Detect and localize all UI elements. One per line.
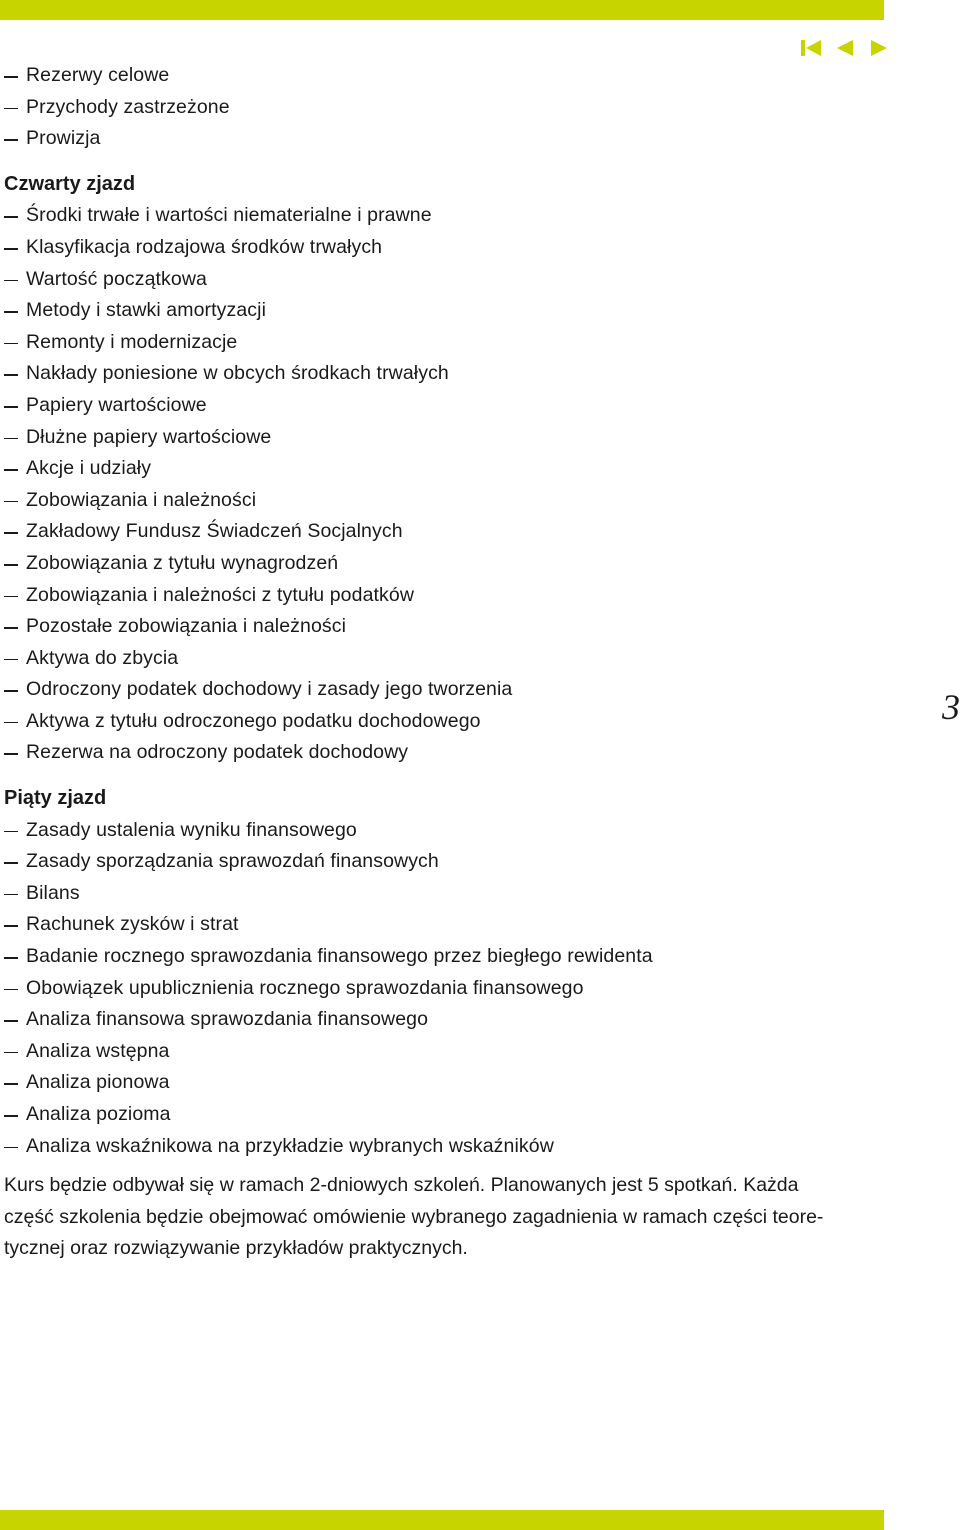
list-item-text: Obowiązek upublicznienia rocznego sprawozdania finansowego (26, 976, 584, 999)
list-item (4, 1036, 884, 1068)
first-page-icon (800, 38, 822, 58)
list-item-text: Aktywa z tytułu odroczonego podatku dochodowego (26, 709, 481, 732)
list-item (4, 327, 884, 359)
list-item-text: Zasady sporządzania sprawozdań finansowych (26, 850, 439, 873)
list-item-text: Zobowiązania i należności (26, 488, 257, 511)
list-item-text: Dłużne papiery wartościowe (26, 425, 272, 448)
list-item-text: Rachunek zysków i strat (26, 913, 239, 936)
document-content (4, 60, 884, 1265)
list-item (4, 422, 884, 454)
list-item-text: Odroczony podatek dochodowy i zasady jego tworzenia (26, 678, 513, 701)
list-item-text: Zobowiązania z tytułu wynagrodzeń (26, 551, 339, 574)
list-item (4, 60, 884, 92)
list-item-text: Akcje i udziały (26, 457, 152, 480)
list-item-text: Analiza wskaźnikowa na przykładzie wybranych wskaźników (26, 1134, 554, 1157)
list-item-text: Klasyfikacja rodzajowa środków trwałych (26, 235, 383, 258)
list-item-text: Zasady ustalenia wyniku finansowego (26, 818, 357, 841)
list-item (4, 737, 884, 769)
intro-list (4, 60, 884, 155)
list-item (4, 92, 884, 124)
list-item (4, 548, 884, 580)
list-item-text: Zakładowy Fundusz Świadczeń Socjalnych (26, 520, 403, 543)
list-item-text: Analiza pozioma (26, 1103, 171, 1125)
list-item (4, 846, 884, 878)
section-heading-fifth: Piąty zjazd (4, 787, 107, 810)
list-item-text: Rezerwa na odroczony podatek dochodowy (26, 741, 409, 764)
list-item (4, 1067, 884, 1099)
list-item-text: Analiza pionowa (26, 1071, 170, 1094)
top-accent-bar (0, 0, 884, 20)
course-description (4, 1170, 884, 1265)
first-page-button[interactable] (800, 38, 822, 58)
list-item (4, 643, 884, 675)
list-item (4, 390, 884, 422)
page-number: 3 (942, 687, 960, 727)
list-item (4, 516, 884, 548)
section5-list (4, 815, 884, 1163)
list-item (4, 909, 884, 941)
list-item (4, 453, 884, 485)
list-item (4, 358, 884, 390)
list-item (4, 295, 884, 327)
list-item (4, 123, 884, 155)
previous-page-button[interactable] (834, 38, 856, 58)
section-heading-fourth: Czwarty zjazd (4, 172, 136, 195)
next-page-button[interactable] (868, 38, 890, 58)
list-item (4, 1099, 884, 1131)
list-item-text: Bilans (26, 881, 80, 904)
paragraph-line: część szkolenia będzie obejmować omówienie wybranego zagadnienia w ramach części teore- (4, 1205, 824, 1228)
list-item (4, 1004, 884, 1036)
list-item-text: Przychody zastrzeżone (26, 95, 230, 118)
list-item (4, 878, 884, 910)
list-item-text: Nakłady poniesione w obcych środkach trwałych (26, 362, 449, 385)
list-item-text: Wartość początkowa (26, 267, 207, 290)
list-item-text: Rezerwy celowe (26, 64, 170, 86)
paragraph-line: tycznej oraz rozwiązywanie przykładów praktycznych. (4, 1237, 468, 1260)
list-item (4, 611, 884, 643)
list-item (4, 941, 884, 973)
list-item (4, 1131, 884, 1163)
list-item-text: Papiery wartościowe (26, 393, 207, 416)
paragraph-line: Kurs będzie odbywał się w ramach 2-dniowych szkoleń. Planowanych jest 5 spotkań. Każda (4, 1174, 799, 1197)
list-item (4, 580, 884, 612)
list-item-text: Badanie rocznego sprawozdania finansowego przez biegłego rewidenta (26, 945, 653, 968)
list-item (4, 706, 884, 738)
list-item-text: Analiza wstępna (26, 1039, 170, 1062)
previous-page-icon (834, 38, 856, 58)
list-item-text: Analiza finansowa sprawozdania finansowego (26, 1008, 429, 1031)
list-item (4, 232, 884, 264)
list-item-text: Aktywa do zbycia (26, 646, 179, 669)
list-item (4, 485, 884, 517)
list-item (4, 973, 884, 1005)
list-item (4, 200, 884, 232)
list-item-text: Prowizja (26, 127, 101, 150)
list-item (4, 815, 884, 847)
list-item-text: Środki trwałe i wartości niematerialne i prawne (26, 204, 432, 227)
page-navigation (800, 38, 890, 58)
next-page-icon (868, 38, 890, 58)
list-item-text: Pozostałe zobowiązania i należności (26, 615, 347, 638)
bottom-accent-bar (0, 1510, 884, 1530)
list-item (4, 264, 884, 296)
list-item-text: Metody i stawki amortyzacji (26, 299, 267, 322)
section4-list (4, 200, 884, 769)
list-item-text: Zobowiązania i należności z tytułu podatków (26, 583, 415, 606)
list-item (4, 674, 884, 706)
list-item-text: Remonty i modernizacje (26, 330, 238, 353)
